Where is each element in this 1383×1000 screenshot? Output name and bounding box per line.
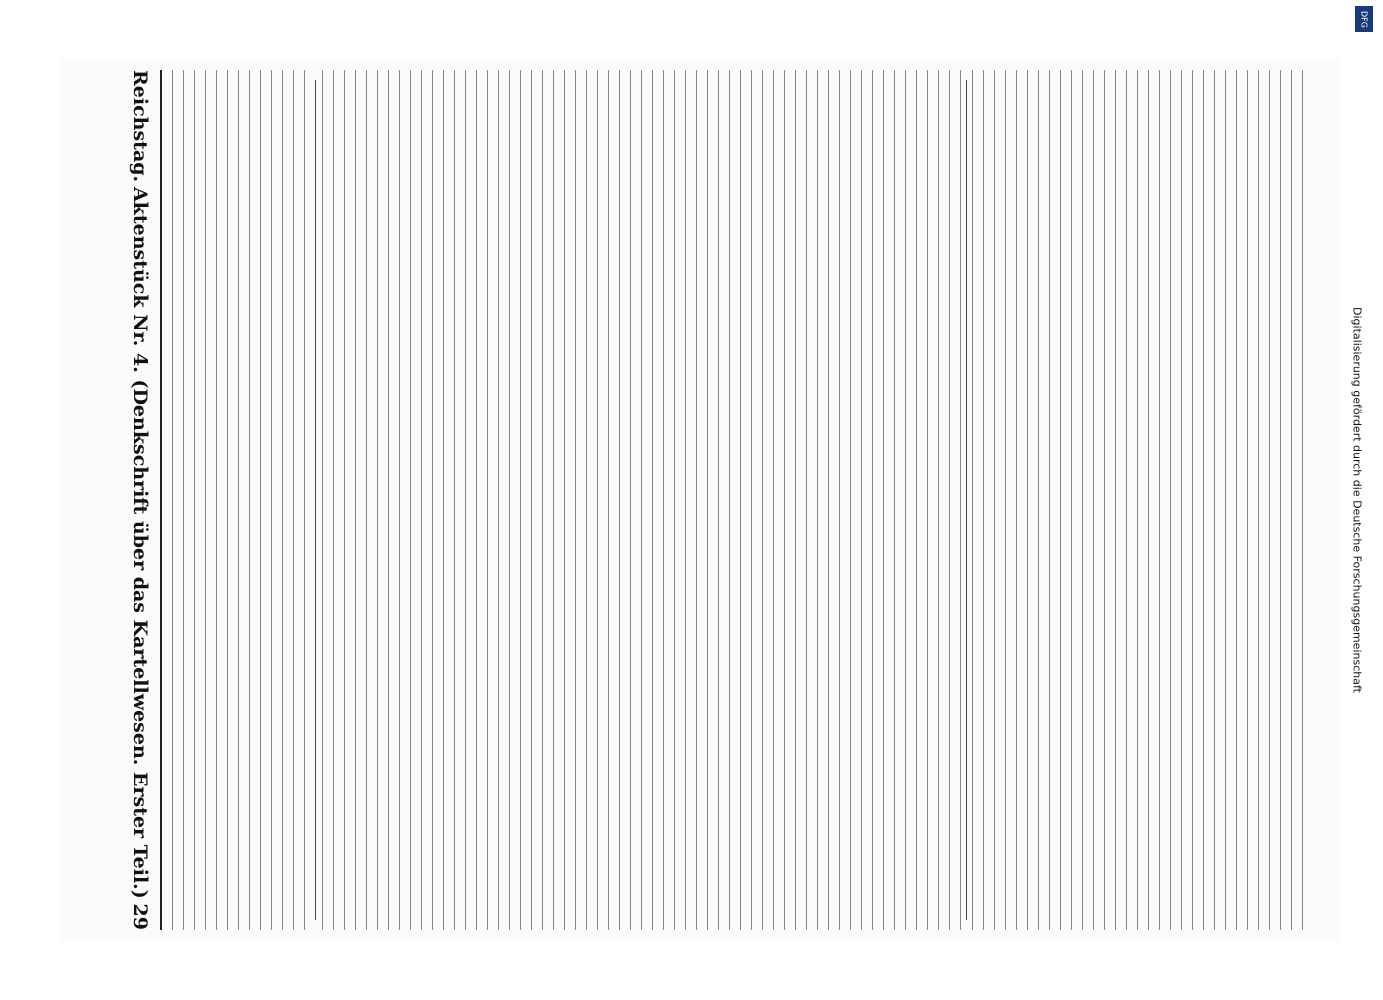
dfg-logo: DFG	[1355, 6, 1373, 32]
header-title: Aktenstück Nr. 4. (Denkschrift über das Kartellwesen. Erster Teil.)	[129, 186, 151, 899]
digitization-credit: Digitalisierung gefördert durch die Deutsche Forschungsgemeinschaft	[1350, 307, 1364, 693]
page-header	[115, 60, 165, 940]
scanned-page	[60, 60, 1340, 940]
text-column-right	[972, 70, 1312, 930]
header-left: Reichstag.	[129, 70, 151, 183]
column-divider	[966, 80, 967, 920]
header-rule	[160, 70, 162, 930]
text-block	[322, 70, 962, 930]
text-column-middle	[322, 70, 962, 930]
text-block	[972, 70, 1312, 930]
column-divider	[315, 80, 316, 920]
text-block	[172, 70, 312, 930]
page-number: 29	[129, 903, 151, 930]
text-column-left	[172, 70, 312, 930]
